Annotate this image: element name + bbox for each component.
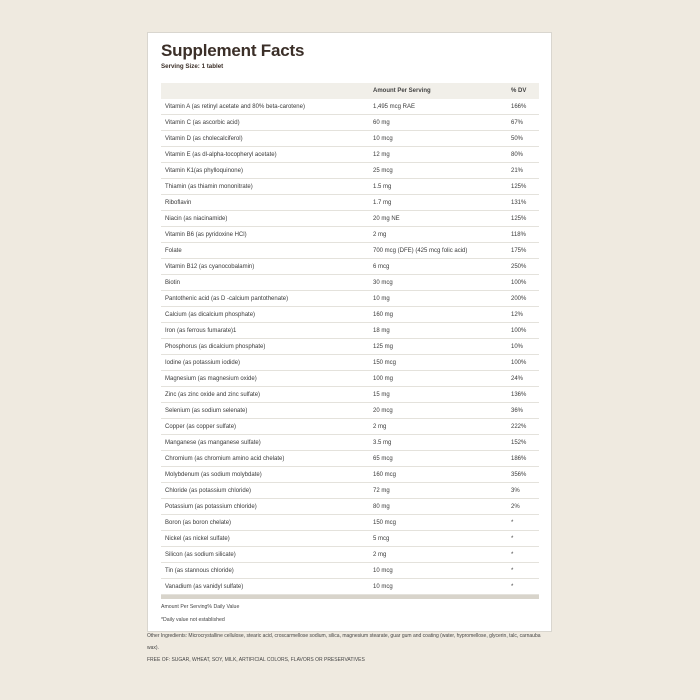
amount-per-serving: 25 mcg [373, 168, 393, 174]
daily-value: 3% [511, 488, 520, 494]
footnote-amount-dv: Amount Per Serving% Daily Value [161, 604, 240, 610]
free-of-statement: FREE OF: SUGAR, WHEAT, SOY, MILK, ARTIFICIAL COLORS, FLAVORS OR PRESERVATIVES [147, 657, 365, 663]
table-row [161, 99, 539, 115]
nutrient-name: Thiamin (as thiamin mononitrate) [165, 184, 253, 190]
daily-value: * [511, 520, 514, 526]
header-amount: Amount Per Serving [373, 88, 431, 94]
daily-value: 67% [511, 120, 524, 126]
nutrient-name: Magnesium (as magnesium oxide) [165, 376, 257, 382]
nutrient-name: Niacin (as niacinamide) [165, 216, 228, 222]
daily-value: 131% [511, 200, 527, 206]
daily-value: 50% [511, 136, 524, 142]
table-row [161, 387, 539, 403]
amount-per-serving: 20 mcg [373, 408, 393, 414]
daily-value: 2% [511, 504, 520, 510]
amount-per-serving: 12 mg [373, 152, 390, 158]
daily-value: 100% [511, 360, 527, 366]
table-row [161, 147, 539, 163]
table-row [161, 211, 539, 227]
nutrient-name: Silicon (as sodium silicate) [165, 552, 236, 558]
nutrient-name: Zinc (as zinc oxide and zinc sulfate) [165, 392, 261, 398]
daily-value: 36% [511, 408, 524, 414]
amount-per-serving: 20 mg NE [373, 216, 400, 222]
daily-value: 100% [511, 280, 527, 286]
nutrient-name: Vitamin D (as cholecalciferol) [165, 136, 243, 142]
daily-value: 222% [511, 424, 527, 430]
table-row [161, 515, 539, 531]
amount-per-serving: 30 mcg [373, 280, 393, 286]
table-row [161, 131, 539, 147]
table-row [161, 115, 539, 131]
amount-per-serving: 18 mg [373, 328, 390, 334]
daily-value: 100% [511, 328, 527, 334]
nutrient-name: Manganese (as manganese sulfate) [165, 440, 261, 446]
daily-value: 10% [511, 344, 524, 350]
table-row [161, 483, 539, 499]
nutrient-name: Vitamin K1(as phylloquinone) [165, 168, 243, 174]
daily-value: 152% [511, 440, 527, 446]
amount-per-serving: 150 mcg [373, 360, 397, 366]
nutrient-name: Chromium (as chromium amino acid chelate) [165, 456, 285, 462]
amount-per-serving: 160 mcg [373, 472, 397, 478]
table-row [161, 563, 539, 579]
amount-per-serving: 2 mg [373, 552, 387, 558]
table-row [161, 419, 539, 435]
amount-per-serving: 160 mg [373, 312, 394, 318]
amount-per-serving: 10 mcg [373, 584, 393, 590]
nutrient-name: Biotin [165, 280, 181, 286]
amount-per-serving: 3.5 mg [373, 440, 392, 446]
amount-per-serving: 100 mg [373, 376, 394, 382]
supplement-facts-panel [147, 32, 552, 632]
amount-per-serving: 1.7 mg [373, 200, 392, 206]
table-row [161, 371, 539, 387]
nutrient-name: Iron (as ferrous fumarate)1 [165, 328, 237, 334]
amount-per-serving: 125 mg [373, 344, 394, 350]
nutrient-name: Boron (as boron chelate) [165, 520, 232, 526]
table-row [161, 179, 539, 195]
table-bottom-bar [161, 595, 539, 599]
daily-value: * [511, 568, 514, 574]
daily-value: 250% [511, 264, 527, 270]
table-row [161, 435, 539, 451]
table-row [161, 243, 539, 259]
nutrient-name: Vitamin C (as ascorbic acid) [165, 120, 240, 126]
amount-per-serving: 5 mcg [373, 536, 390, 542]
table-body [161, 99, 539, 595]
nutrient-name: Selenium (as sodium selenate) [165, 408, 248, 414]
table-row [161, 531, 539, 547]
nutrient-name: Vitamin B12 (as cyanocobalamin) [165, 264, 255, 270]
daily-value: 186% [511, 456, 527, 462]
daily-value: 125% [511, 216, 527, 222]
daily-value: 136% [511, 392, 527, 398]
daily-value: 118% [511, 232, 526, 238]
amount-per-serving: 10 mg [373, 296, 390, 302]
table-row [161, 467, 539, 483]
nutrient-name: Vitamin A (as retinyl acetate and 80% beta-carotene) [165, 104, 305, 110]
amount-per-serving: 150 mcg [373, 520, 397, 526]
nutrient-name: Molybdenum (as sodium molybdate) [165, 472, 262, 478]
footnote-daily-value: *Daily value not established [161, 617, 225, 623]
nutrient-name: Nickel (as nickel sulfate) [165, 536, 230, 542]
amount-per-serving: 2 mg [373, 232, 387, 238]
amount-per-serving: 72 mg [373, 488, 390, 494]
nutrient-name: Riboflavin [165, 200, 192, 206]
supplement-table [161, 83, 539, 623]
page-title: Supplement Facts [161, 41, 305, 60]
nutrient-name: Potassium (as potassium chloride) [165, 504, 257, 510]
nutrient-name: Copper (as copper sulfate) [165, 424, 237, 430]
serving-size: Serving Size: 1 tablet [161, 63, 224, 70]
table-row [161, 355, 539, 371]
daily-value: 200% [511, 296, 527, 302]
daily-value: * [511, 536, 514, 542]
ingredients-block [147, 630, 552, 666]
table-row [161, 547, 539, 563]
table-header [161, 83, 539, 99]
table-row [161, 291, 539, 307]
amount-per-serving: 1.5 mg [373, 184, 392, 190]
other-ingredients: Other Ingredients: Microcrystalline cellulose, stearic acid, croscarmellose sodium, silica, magnesium stearate, guar gum and coating (water, hypromellose, glycerin, talc, carnauba wax). [147, 633, 541, 651]
daily-value: * [511, 552, 514, 558]
header-dv: % DV [511, 88, 527, 94]
amount-per-serving: 15 mg [373, 392, 390, 398]
amount-per-serving: 6 mcg [373, 264, 390, 270]
nutrient-name: Vitamin E (as dl-alpha-tocopheryl acetate) [165, 152, 277, 158]
amount-per-serving: 700 mcg (DFE) (425 mcg folic acid) [373, 248, 468, 254]
nutrient-name: Iodine (as potassium iodide) [165, 360, 241, 366]
daily-value: * [511, 584, 514, 590]
daily-value: 125% [511, 184, 527, 190]
nutrient-name: Pantothenic acid (as D -calcium pantothenate) [165, 296, 289, 302]
amount-per-serving: 65 mcg [373, 456, 393, 462]
nutrient-name: Vanadium (as vanidyl sulfate) [165, 584, 244, 590]
table-row [161, 307, 539, 323]
daily-value: 24% [511, 376, 524, 382]
table-row [161, 323, 539, 339]
nutrient-name: Tin (as stannous chloride) [165, 568, 234, 574]
table-row [161, 403, 539, 419]
table-row [161, 451, 539, 467]
amount-per-serving: 2 mg [373, 424, 387, 430]
nutrient-name: Phosphorus (as dicalcium phosphate) [165, 344, 266, 350]
nutrient-name: Vitamin B6 (as pyridoxine HCl) [165, 232, 247, 238]
nutrient-name: Chloride (as potassium chloride) [165, 488, 252, 494]
table-row [161, 579, 539, 595]
daily-value: 166% [511, 104, 527, 110]
amount-per-serving: 1,495 mcg RAE [373, 104, 416, 110]
table-row [161, 227, 539, 243]
amount-per-serving: 10 mcg [373, 568, 393, 574]
daily-value: 21% [511, 168, 524, 174]
amount-per-serving: 80 mg [373, 504, 390, 510]
table-row [161, 275, 539, 291]
nutrient-name: Folate [165, 248, 182, 254]
table-row [161, 499, 539, 515]
table-row [161, 259, 539, 275]
table-row [161, 195, 539, 211]
daily-value: 12% [511, 312, 524, 318]
amount-per-serving: 10 mcg [373, 136, 393, 142]
table-row [161, 339, 539, 355]
table-row [161, 163, 539, 179]
nutrient-name: Calcium (as dicalcium phosphate) [165, 312, 256, 318]
daily-value: 356% [511, 472, 527, 478]
daily-value: 80% [511, 152, 524, 158]
daily-value: 175% [511, 248, 527, 254]
amount-per-serving: 60 mg [373, 120, 390, 126]
